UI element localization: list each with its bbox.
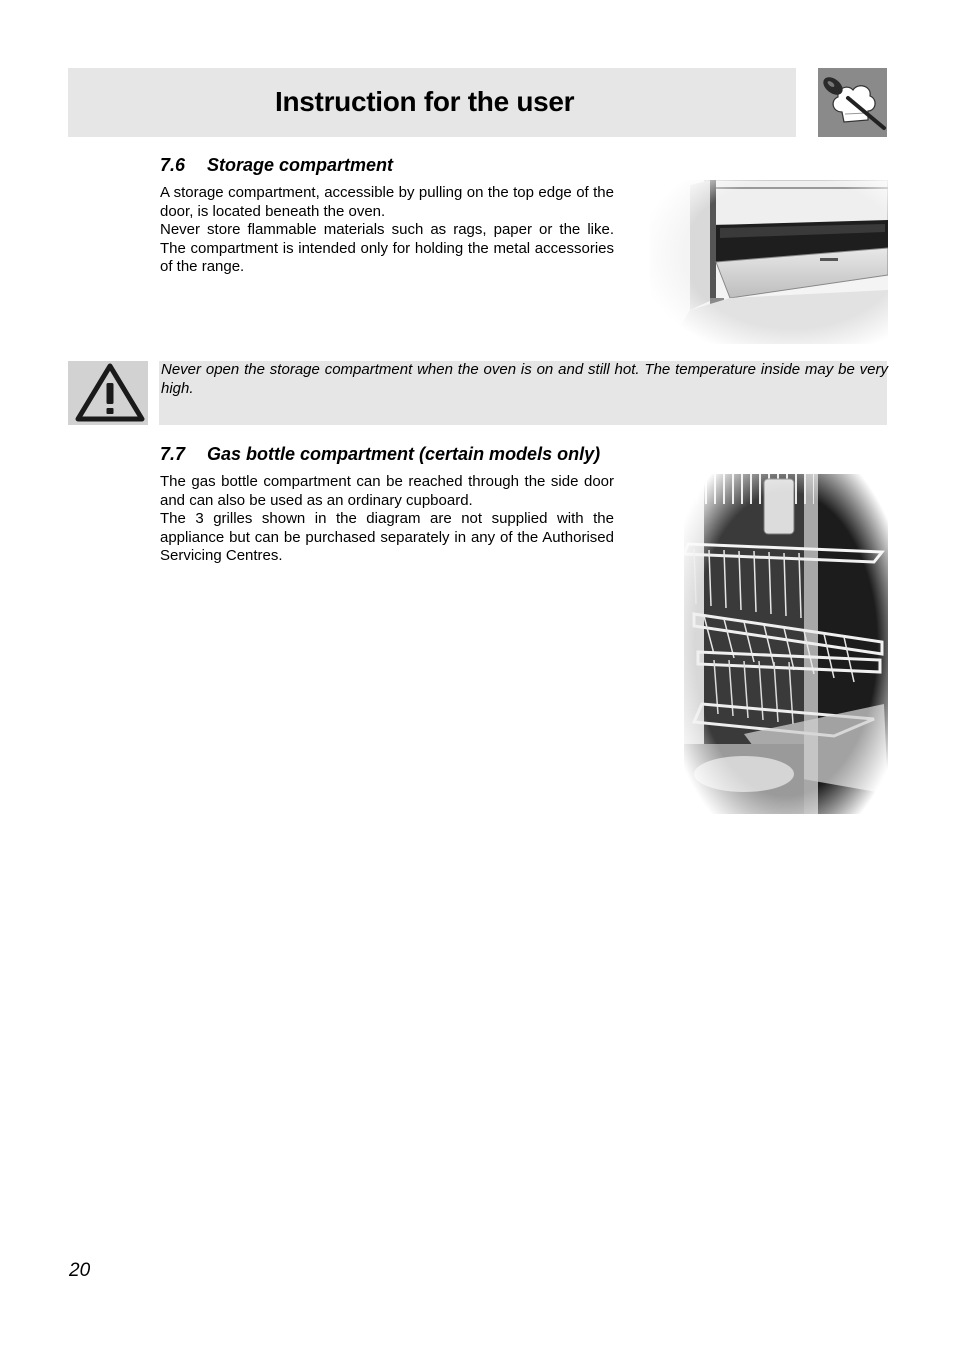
warning-triangle-icon [68, 361, 148, 425]
storage-compartment-photo [650, 180, 888, 344]
spoon-and-chef-hat-icon [818, 68, 887, 137]
gas-bottle-compartment-photo [684, 474, 888, 814]
page-number: 20 [69, 1260, 91, 1281]
section-title: Gas bottle compartment (certain models only) [207, 444, 601, 464]
gas-bottle-description [160, 473, 614, 566]
paragraph: A storage compartment, accessible by pulling on the top edge of the door, is located beneath the oven. [160, 184, 614, 220]
section-title: Storage compartment [207, 155, 394, 175]
warning-icon-box [68, 361, 148, 425]
section-heading-storage [160, 155, 393, 176]
paragraph: The 3 grilles shown in the diagram are not supplied with the appliance but can be purchased separately in any of the Authorised Servicing Centres. [160, 510, 614, 564]
page-title: Instruction for the user [275, 86, 575, 117]
paragraph: The gas bottle compartment can be reached through the side door and can also be used as an ordinary cupboard. [160, 473, 614, 509]
section-heading-gas-bottle [160, 444, 600, 465]
paragraph: Never store flammable materials such as rags, paper or the like. The compartment is intended only for holding the metal accessories of the range. [160, 221, 614, 275]
section-number: 7.6 [160, 155, 186, 175]
warning-text: Never open the storage compartment when the oven is on and still hot. The temperature inside may be very high. [161, 361, 888, 397]
section-number: 7.7 [160, 444, 186, 464]
storage-description [160, 184, 614, 277]
